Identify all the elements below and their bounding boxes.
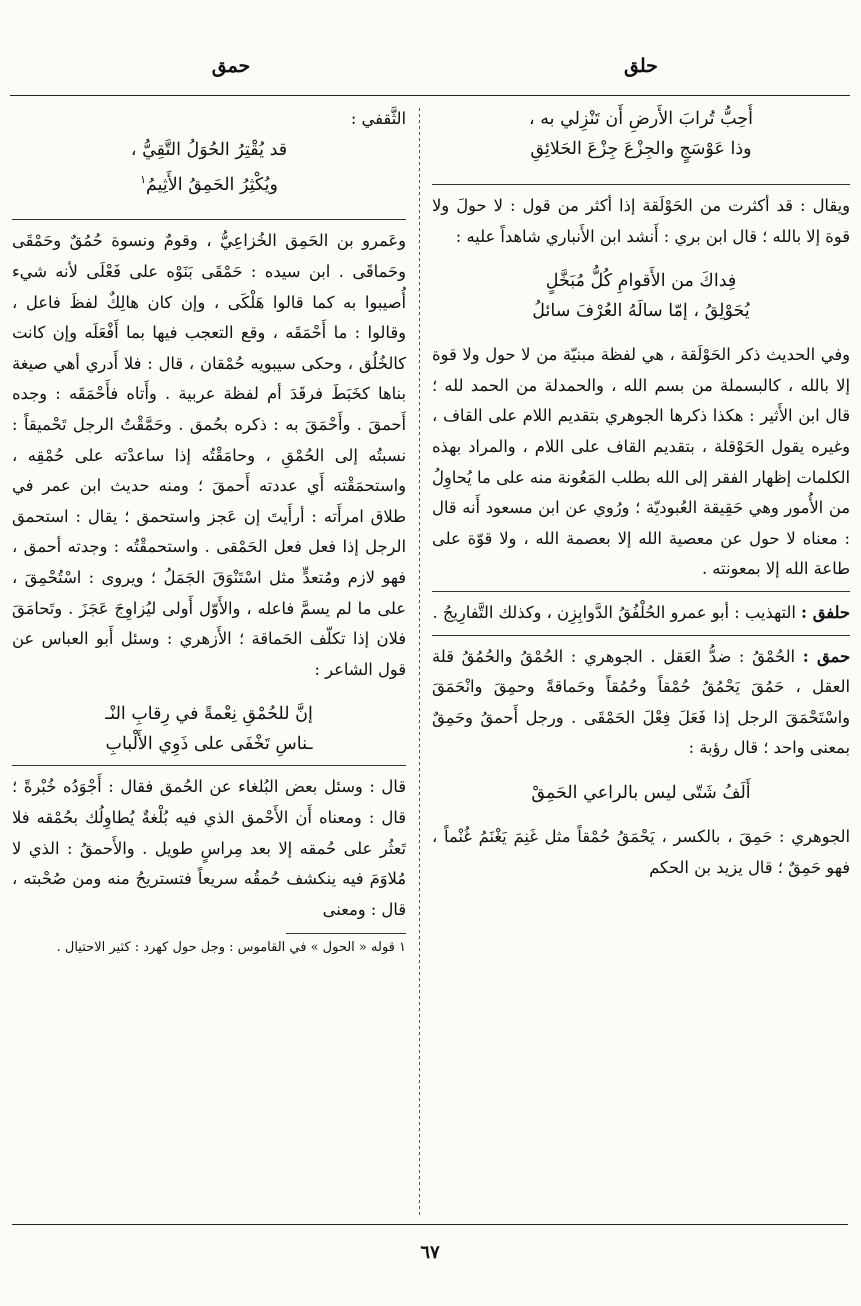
verse-line: ويُكْثِرُ الحَمِقُ الأَثِيمُ$^١$: [140, 172, 278, 195]
verse-line: قد يُقْتِرُ الحُوَلُ التَّقِيُّ ،: [130, 139, 288, 160]
section-separator: [432, 184, 850, 185]
paragraph: ويقال : قد أكثرت من الحَوْلَقة إذا أكثر من قول : لا حولَ ولا قوة إلا بالله ؛ قال ابن بري : أَنشد ابن الأَنباري شاهداً عليه :: [432, 196, 850, 246]
running-head-right: حلق: [624, 55, 658, 77]
column-divider: [419, 108, 420, 1216]
entry-text: الحُمْقُ : ضدُّ العَقل . الجوهري : الحُمْقُ والحُمُقُ قلة العقل ، حَمُقَ يَحْمُقُ حُمْقاً وحُمُقاً وحَماقةً وحمِقَ وانْحَمَقَ واسْتَحْمَقَ الرجل إذا فَعَلَ فِعْلَ الحَمْقَى . ورجل أَحمقُ وحَمِقٌ بمعنى واحد ؛ قال رؤبة :: [432, 646, 850, 758]
left-column: [12, 104, 406, 1218]
section-separator: [12, 765, 406, 766]
section-separator: [432, 635, 850, 636]
footer-rule: [12, 1224, 848, 1225]
verse-line: يُحَوْلِقُ ، إمّا سالَهُ العُرْفَ سائلُ: [532, 301, 750, 322]
section-separator: [432, 591, 850, 592]
paragraph: وعَمرو بن الحَمِق الخُزاعِيُّ ، وقومٌ ونسوة حُمُقٌ وحَمْقَى وحَماقَى . ابن سيده : حَمْقَى بَنَوْه على فَعْلَى لأنه شيء أُصيبوا به كما قالوا هَلْكَى ، وإن كان هالِكٌ لفظَ فاعل ، وقالوا : ما أَحْمَقَه ، وقع التعجب فيها بما أَفْعَلَه وإن كانت كالخُلُق ، وحكى سيبويه حُمْقان ، قال : فلا أَدري أهي صيغة بناها كخَبَطَ فرقَدَ أم لفظة عربية . وأَتاه فأَحْمَقَه : وجده أَحمقَ . وأَحْمَقَ به : ذكره بحُمق . وحَمَّقْتُ الرجل تَحْميقاً : نسبتُه إلى الحُمْقِ ، وحامَقْتُه إذا ساعدْته على حُمْقِه ، واستحمَقْته أَي عددته أَحمقَ ؛ ومنه حديث ابن عمر في طلاق امرأَته : أرأَيتَ إن عَجز واستحمق ؛ يقال : استحمق الرجل إذا فعل فعل الحَمْقى . واستحمقْتُه : وجدته أحمق ، فهو لازم ومُتعدٍّ مثل اسْتَنْوَقَ الجَمَلُ ؛ ويروى : اسْتُحْمِقَ ، على ما لم يسمَّ فاعله ، والأَوّل أَولى ليُزاوِجَ عَجَزَ . وتَحامَقَ فلان إذا تكلّف الحَماقة ؛ الأَزهري : وسئل أَبو العباس عن قول الشاعر :: [12, 231, 406, 679]
verse-line: فِداكَ من الأَقوامِ كُلُّ مُبَخَّلٍ: [545, 271, 737, 292]
page-number: ٦٧: [420, 1242, 440, 1263]
footnote-marker: ١: [140, 172, 146, 186]
paragraph: الثَّقفي :: [350, 109, 406, 128]
verse-line: إنَّ للحُمْقِ نِعْمةً في رِقابِ النْـ: [105, 704, 313, 725]
verse-line: ـناسِ تَخْفَى على ذَوِي الأَلْبابِ: [105, 734, 313, 755]
verse-line: وذا عَوْسَجٍ والجِزْعَ جِزْعَ الحَلائِقِ: [530, 139, 752, 159]
verse-line: أَلَفُ شَتّى ليس بالراعي الحَمِقْ: [531, 782, 751, 803]
verse-line: أُحِبُّ تُرابَ الأَرضِ أَن تَنْزِلي به ،: [529, 109, 753, 129]
paragraph: الجوهري : حَمِقَ ، بالكسر ، يَحْمَقُ حُمْقاً مثل غَنِمَ يَغْنَمُ غُنْماً ، فهو حَمِقٌ ؛ قال يزيد بن الحكم: [432, 826, 850, 877]
entry-text: التهذيب : أبو عمرو الحُلْفُقُ الدَّوابِزِن ، وكذلك التَّفارِيجُ .: [432, 602, 796, 622]
entry-headword: حلفق :: [801, 602, 850, 622]
header-rule: [10, 95, 850, 96]
section-separator: [12, 219, 406, 220]
dictionary-entry: [432, 642, 850, 764]
running-head-left: حمق: [211, 55, 251, 77]
right-column: [432, 104, 850, 1218]
paragraph: قال : وسئل بعض البُلغاء عن الحُمق فقال : أَجْوَدُه خُبْرةً ؛ قال : ومعناه أَن الأَحْمق الذي فيه بُلْغةٌ يُطاوِلُك بحُمْقه فلا تَعثُر على حُمقه إلا بعد مِراسٍ طويل . والأَحمقُ : الذي لا مُلاوَمَ فيه ينكشف حُمقُه سريعاً فتستريحُ منه ومن صُحْبته ، قال : ومعنى: [12, 777, 406, 919]
paragraph: وفي الحديث ذكر الحَوْلَقة ، هي لفظة مبنيّة من لا حول ولا قوة إلا بالله ، كالبسملة من بسم الله ، والحمدلة من الحمد لله ؛ قال ابن الأَثير : هكذا ذكرها الجوهري بتقديم اللام على القاف ، وغيره يقول الحَوْقلة ، بتقديم القاف على اللام ، والمراد بهذه الكلمات إظهار الفقر إلى الله بطلب المَعُونة منه على ما يُحاوِلُ من الأُمور وهي حَقِيقة العُبوديّة ؛ ورُوي عن ابن مسعود أَنه قال : معناه لا حول عن معصية الله إلا بعصمة الله ، ولا قوّة على طاعة الله إلا بمعونته .: [432, 345, 850, 579]
entry-headword: حمق :: [802, 646, 850, 666]
footnote: ١ قوله « الحول » في القاموس : وجل حول كهرد : كثير الاحتيال .: [56, 940, 406, 956]
footnote-rule: [286, 933, 406, 934]
dictionary-entry: [432, 598, 850, 629]
